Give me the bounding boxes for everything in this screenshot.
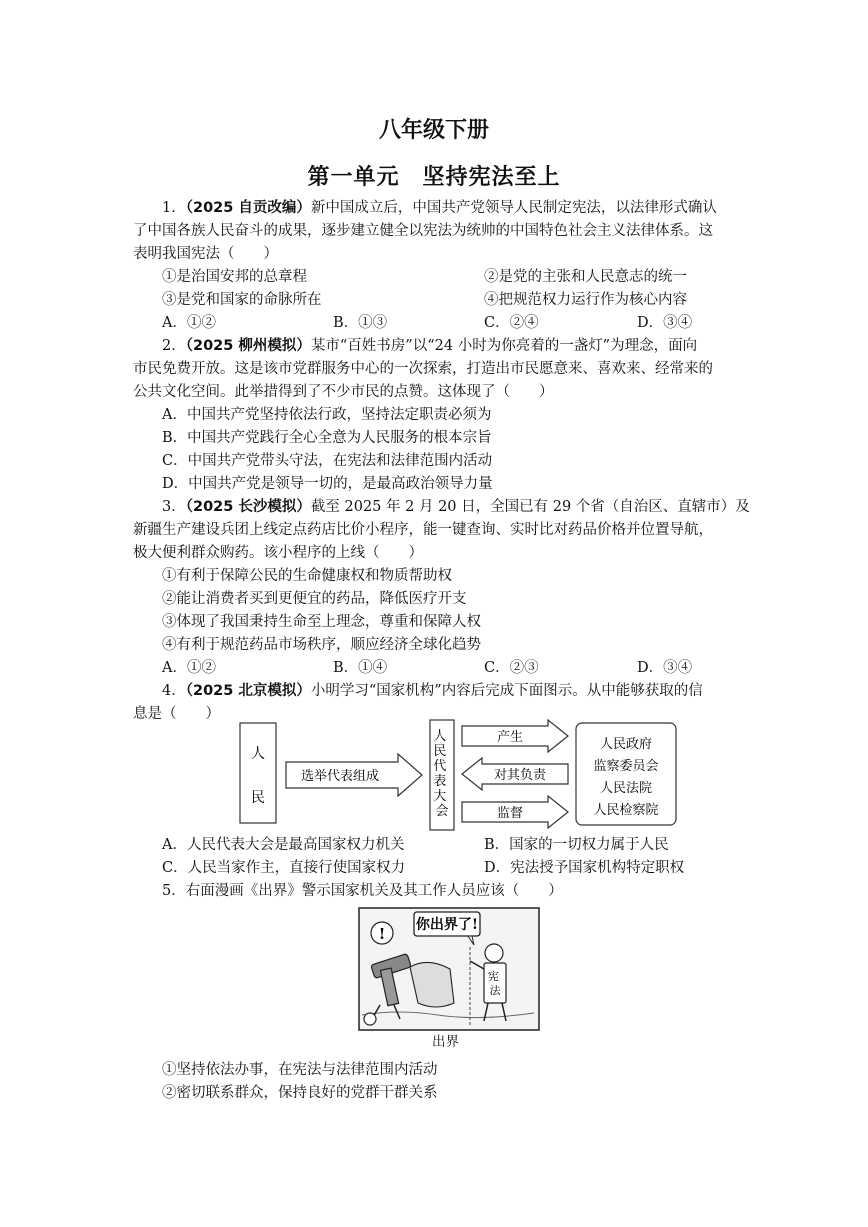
- option-b[interactable]: B．①④: [333, 660, 388, 676]
- question-1-line-3: 表明我国宪法（ ）: [133, 246, 278, 262]
- org-supervision: 监察委员会: [593, 759, 659, 774]
- option-b[interactable]: B．中国共产党践行全心全意为人民服务的根本宗旨: [162, 430, 492, 446]
- produce-arrow-label: 产生: [496, 730, 524, 745]
- option-d[interactable]: D．③④: [637, 315, 693, 331]
- cartoon-caption: 出界: [432, 1034, 459, 1050]
- people-label-2: 民: [251, 790, 265, 806]
- question-source: （2025 自贡改编）: [185, 200, 311, 216]
- question-4-line-2: 息是（ ）: [133, 706, 220, 722]
- org-government: 人民政府: [599, 737, 653, 752]
- npc-label: [433, 729, 450, 819]
- question-stem: 新中国成立后，中国共产党领导人民制定宪法，以法律形式确认: [310, 200, 717, 216]
- option-d[interactable]: D．宪法授予国家机构特定职权: [484, 860, 685, 876]
- option-a[interactable]: A．①②: [162, 315, 216, 331]
- question-1-line-2: 了中国各族人民奋斗的成果，逐步建立健全以宪法为统帅的中国特色社会主义法律体系。这: [133, 223, 713, 239]
- option-b[interactable]: B．国家的一切权力属于人民: [484, 837, 669, 853]
- question-3-line-3: 极大便利群众购药。该小程序的上线（ ）: [133, 545, 423, 561]
- ball-icon: [364, 1013, 376, 1025]
- question-source: （2025 北京模拟）: [185, 683, 311, 699]
- statement-3: ③是党和国家的命脉所在: [162, 292, 322, 308]
- responsible-arrow-label: 对其负责: [493, 768, 547, 783]
- question-stem: 截至 2025 年 2 月 20 日，全国已有 29 个省（自治区、直辖市）及: [310, 499, 750, 515]
- figure-label-char: 法: [489, 984, 501, 997]
- question-4-line-1: [162, 680, 703, 702]
- figure-body: [484, 963, 506, 1003]
- statement-3: ③体现了我国秉持生命至上理念，尊重和保障人权: [162, 614, 481, 630]
- question-number: 1．: [162, 200, 186, 216]
- figure-label-char: 宪: [487, 970, 499, 983]
- option-c[interactable]: C．②④: [484, 315, 539, 331]
- npc-char: 民: [433, 744, 447, 759]
- supervise-arrow-label: 监督: [496, 806, 524, 821]
- npc-char: 会: [435, 804, 449, 819]
- question-2-line-3: 公共文化空间。此举措得到了不少市民的点赞。这体现了（ ）: [133, 384, 554, 400]
- question-number: 4．: [162, 683, 186, 699]
- speech-text: 你出界了!: [415, 917, 479, 933]
- statement-2: ②密切联系群众，保持良好的党群干群关系: [162, 1085, 438, 1101]
- question-2-line-2: 市民免费开放。这是该市党群服务中心的一次探索，打造出市民愿意来、喜欢来、经常来的: [133, 361, 713, 377]
- statement-2: ②是党的主张和人民意志的统一: [484, 269, 687, 285]
- statement-4: ④有利于规范药品市场秩序，顺应经济全球化趋势: [162, 637, 481, 653]
- option-d[interactable]: D．③④: [637, 660, 693, 676]
- people-label-1: 人: [251, 746, 265, 762]
- option-b[interactable]: B．①③: [333, 315, 388, 331]
- question-2-line-1: [162, 335, 697, 357]
- question-stem: 右面漫画《出界》警示国家机关及其工作人员应该（ ）: [185, 883, 563, 899]
- page-title: 八年级下册: [378, 118, 489, 143]
- option-a[interactable]: A．中国共产党坚持依法行政，坚持法定职责必须为: [162, 407, 492, 423]
- question-1-line-1: [162, 197, 717, 219]
- npc-char: 表: [433, 774, 447, 789]
- option-c[interactable]: C．人民当家作主，直接行使国家权力: [162, 860, 406, 876]
- option-c[interactable]: C．中国共产党带头守法，在宪法和法律范围内活动: [162, 453, 493, 469]
- question-3-line-1: [162, 496, 750, 518]
- question-stem: 小明学习“国家机构”内容后完成下面图示。从中能够获取的信: [310, 683, 703, 699]
- elect-arrow-label: 选举代表组成: [300, 769, 380, 784]
- unit-title: 第一单元 坚持宪法至上: [307, 165, 561, 190]
- option-d[interactable]: D．中国共产党是领导一切的，是最高政治领导力量: [162, 476, 493, 492]
- question-source: （2025 柳州模拟）: [185, 338, 311, 354]
- question-number: 5．: [162, 883, 186, 899]
- question-source: （2025 长沙模拟）: [185, 499, 311, 515]
- exclamation-icon: !: [378, 925, 386, 943]
- statement-4: ④把规范权力运行作为核心内容: [484, 292, 687, 308]
- org-procuratorate: 人民检察院: [593, 803, 659, 818]
- statement-1: ①有利于保障公民的生命健康权和物质帮助权: [162, 568, 452, 584]
- statement-1: ①是治国安邦的总章程: [162, 269, 307, 285]
- cartoon-out-of-bounds: [358, 907, 540, 1031]
- question-number: 3．: [162, 499, 186, 515]
- state-organs-diagram: [236, 718, 680, 832]
- statement-2: ②能让消费者买到更便宜的药品，降低医疗开支: [162, 591, 467, 607]
- people-box: [240, 723, 276, 823]
- figure-head: [485, 944, 503, 962]
- npc-char: 代: [433, 759, 447, 774]
- option-a[interactable]: A．①②: [162, 660, 216, 676]
- question-stem: 某市“百姓书房”以“24 小时为你亮着的一盏灯”为理念，面向: [310, 338, 698, 354]
- npc-char: 人: [433, 729, 447, 744]
- npc-char: 大: [433, 789, 447, 804]
- option-c[interactable]: C．②③: [484, 660, 539, 676]
- org-court: 人民法院: [599, 781, 653, 796]
- statement-1: ①坚持依法办事，在宪法与法律范围内活动: [162, 1062, 438, 1078]
- question-number: 2．: [162, 338, 186, 354]
- question-5-line-1: [162, 880, 563, 902]
- option-a[interactable]: A．人民代表大会是最高国家权力机关: [162, 837, 405, 853]
- question-3-line-2: 新疆生产建设兵团上线定点药店比价小程序，能一键查询、实时比对药品价格并位置导航，: [133, 522, 713, 538]
